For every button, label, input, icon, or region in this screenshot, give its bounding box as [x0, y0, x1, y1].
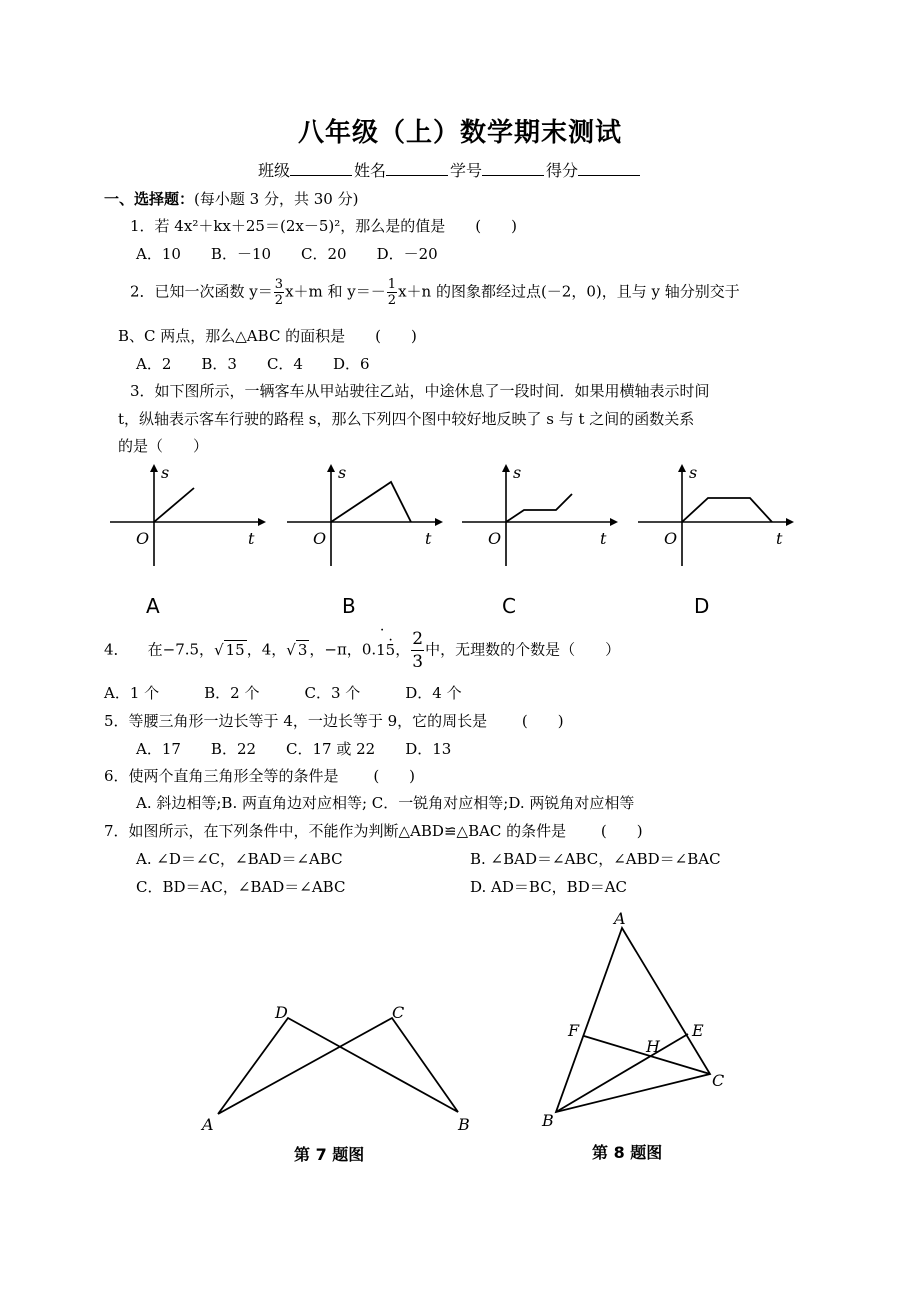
svg-text:C: C [712, 1071, 725, 1090]
q3-line1: 3．如下图所示，一辆客车从甲站驶往乙站，中途休息了一段时间．如果用横轴表示时间 [130, 382, 710, 400]
q4-options: A．1 个 B．2 个 C．3 个 D．4 个 [104, 684, 462, 702]
q7-stem: 7．如图所示，在下列条件中，不能作为判断△ABD≌△BAC 的条件是 ( ) [104, 822, 643, 840]
graph-c [460, 462, 620, 572]
svg-text:O: O [136, 529, 150, 548]
graph-label-a: A [146, 594, 160, 618]
section-heading: 一、选择题：(每小题 3 分，共 30 分) [104, 190, 359, 208]
q6-options: A. 斜边相等;B. 两直角边对应相等; C．一锐角对应相等;D. 两锐角对应相等 [136, 794, 635, 812]
q2-line1: 2．已知一次函数 y＝ $\frac{3}{2}$ x＋m 和 y＝－ $\frac{1}{2}$ x＋n 的图象都经过点(－2，0)，且与 y 轴分别交于 [130, 277, 740, 308]
name-label: 姓名 [354, 161, 387, 180]
q2-line2: B、C 两点，那么△ABC 的面积是 ( ) [118, 327, 417, 345]
page-title: 八年级（上）数学期末测试 [297, 118, 622, 148]
fraction: $\frac{3}{2}$ [274, 277, 284, 308]
svg-text:O: O [664, 529, 678, 548]
figure-7 [196, 998, 486, 1168]
class-label: 班级 [258, 161, 291, 180]
q1-stem: 1．若 4x²＋kx＋25＝(2x－5)²，那么是的值是 ( ) [130, 217, 517, 235]
fraction: $\frac{1}{2}$ [387, 277, 397, 308]
svg-text:s: s [161, 463, 170, 482]
graph-label-d: D [694, 594, 710, 618]
svg-text:s: s [689, 463, 698, 482]
svg-text:s: s [338, 463, 347, 482]
number-blank[interactable] [482, 161, 544, 176]
q5-options: A．17 B．22 C．17 或 22 D．13 [136, 740, 452, 758]
graph-a [108, 462, 268, 572]
svg-text:第 8 题图: 第 8 题图 [592, 1143, 663, 1162]
svg-text:B: B [458, 1115, 470, 1134]
svg-text:t: t [600, 529, 607, 548]
svg-text:第 7 题图: 第 7 题图 [294, 1145, 365, 1164]
graph-label-c: C [502, 594, 516, 618]
graph-label-b: B [342, 594, 356, 618]
repeating-decimal: ˙ 1˙ 5 [376, 631, 395, 669]
q3-line3: 的是（ ） [118, 437, 209, 455]
svg-text:B: B [542, 1111, 554, 1130]
q7-option-a: A. ∠D＝∠C，∠BAD＝∠ABC [136, 850, 343, 868]
sqrt-symbol: √ 3 [286, 640, 308, 659]
figure-8 [538, 908, 738, 1162]
graph-b [285, 462, 445, 572]
class-blank[interactable] [290, 161, 352, 176]
q7-option-c: C．BD＝AC，∠BAD＝∠ABC [136, 878, 346, 896]
score-label: 得分 [546, 161, 579, 180]
svg-text:E: E [692, 1021, 704, 1040]
svg-text:H: H [646, 1037, 660, 1056]
svg-text:s: s [513, 463, 522, 482]
graph-d [636, 462, 796, 572]
score-blank[interactable] [578, 161, 640, 176]
svg-text:D: D [275, 1003, 288, 1022]
svg-text:t: t [248, 529, 255, 548]
q1-options: A．10 B．－10 C．20 D．－20 [136, 245, 438, 263]
svg-text:C: C [392, 1003, 405, 1022]
svg-text:A: A [202, 1115, 214, 1134]
svg-text:O: O [488, 529, 502, 548]
q5-stem: 5．等腰三角形一边长等于 4，一边长等于 9，它的周长是 ( ) [104, 712, 564, 730]
q7-option-b: B. ∠BAD＝∠ABC，∠ABD＝∠BAC [470, 850, 721, 868]
svg-text:A: A [614, 909, 626, 928]
q4-stem: 4． 在−7.5，√ 15 ，4，√ 3 ，−π，0.˙ 1˙ 5， $\frac{2}{3}$ 中，无理数的个数是（ ） [104, 628, 620, 673]
student-info-line [258, 158, 642, 181]
q2-options: A．2 B．3 C．4 D．6 [136, 355, 370, 373]
q7-option-d: D. AD＝BC，BD＝AC [470, 878, 628, 896]
svg-text:F: F [568, 1021, 580, 1040]
sqrt-symbol: √ 15 [214, 640, 245, 659]
fraction: $\frac{2}{3}$ [412, 629, 424, 672]
svg-text:O: O [313, 529, 327, 548]
q3-line2: t，纵轴表示客车行驶的路程 s，那么下列四个图中较好地反映了 s 与 t 之间的函数关系 [118, 410, 695, 428]
svg-text:t: t [425, 529, 432, 548]
number-label: 学号 [450, 161, 483, 180]
q6-stem: 6．使两个直角三角形全等的条件是 ( ) [104, 767, 416, 785]
name-blank[interactable] [386, 161, 448, 176]
svg-text:t: t [776, 529, 783, 548]
